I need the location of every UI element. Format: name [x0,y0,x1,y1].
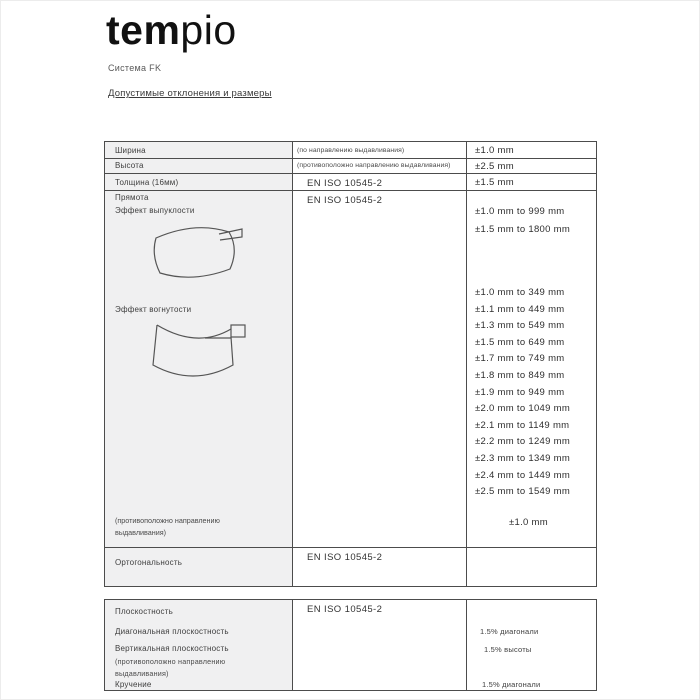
spec-table-lower [104,599,597,691]
convex-effect-label: Эффект выпуклости [115,206,195,215]
flatness-label: Плоскостность [115,607,173,616]
value-item: ±1.0 mm to 999 mm [475,206,565,217]
straightness-opposite-value: ±1.0 mm [509,517,548,528]
value-item: ±2.0 mm to 1049 mm [475,403,571,415]
value-item: ±2.2 mm to 1249 mm [475,436,571,448]
diagonal-flatness-value: 1.5% диагонали [480,627,539,636]
orthogonality-standard: EN ISO 10545-2 [307,552,383,563]
value-item: ±2.3 mm to 1349 mm [475,452,571,464]
width-value: ±1.0 mm [475,145,514,156]
straightness-opposite-label [115,515,220,539]
straightness-standard: EN ISO 10545-2 [307,195,383,206]
convex-effect-diagram [151,219,245,281]
table-row-flatness [105,600,597,691]
value-item: ±2.4 mm to 1449 mm [475,469,571,481]
opposite-label-line2: выдавливания) [115,528,167,537]
table-row-thickness [105,174,597,191]
height-method: (противоположно направлению выдавливания) [297,162,451,169]
vertical-flatness-label: Вертикальная плоскостность [115,644,229,653]
vertical-flatness-value: 1.5% высоты [484,645,532,654]
vertical-flatness-label-line2: (противоположно направлению [115,657,226,666]
table-row-height [105,159,597,174]
value-item: ±1.7 mm to 749 mm [475,353,565,365]
table-row-orthogonality [105,548,597,587]
width-label: Ширина [115,146,146,155]
diagonal-flatness-label: Диагональная плоскостность [115,627,229,636]
value-item: ±1.3 mm to 549 mm [475,320,565,332]
value-item: ±1.9 mm to 949 mm [475,386,565,398]
table-row-straightness [105,191,597,548]
flatness-standard: EN ISO 10545-2 [307,604,383,615]
tempio-logo [106,7,237,54]
thickness-standard: EN ISO 10545-2 [307,178,383,189]
torsion-label: Кручение [115,680,152,689]
value-item: ±2.1 mm to 1149 mm [475,419,570,431]
value-item: ±1.1 mm to 449 mm [475,303,565,315]
system-label: Система FK [108,63,162,73]
table-row-width [105,142,597,159]
value-item: ±1.5 mm to 649 mm [475,336,565,348]
thickness-label: Толщина (16мм) [115,178,179,187]
logo-bold-part: tem [106,7,181,53]
value-item: ±1.5 mm to 1800 mm [475,223,571,235]
value-item: ±2.5 mm to 1549 mm [475,486,571,498]
orthogonality-label: Ортогональность [115,558,183,567]
concave-effect-diagram [147,317,249,381]
height-label: Высота [115,161,144,170]
width-method: (по направлению выдавливания) [297,147,405,154]
logo-light-part: pio [180,7,237,53]
value-item: ±1.8 mm to 849 mm [475,369,565,381]
spec-table-upper [104,141,597,587]
vertical-flatness-label-line3: выдавливания) [115,669,169,678]
straightness-top-values [475,203,570,238]
thickness-value: ±1.5 mm [475,177,514,188]
height-value: ±2.5 mm [475,161,514,172]
concave-effect-label: Эффект вогнутости [115,305,192,314]
torsion-value: 1.5% диагонали [482,680,541,689]
tolerances-link[interactable]: Допустимые отклонения и размеры [108,88,272,99]
opposite-label-line1: (противоположно направлению [115,516,220,525]
straightness-range-values [475,285,570,501]
value-item: ±1.0 mm to 349 mm [475,287,565,298]
straightness-label: Прямота [115,193,149,202]
